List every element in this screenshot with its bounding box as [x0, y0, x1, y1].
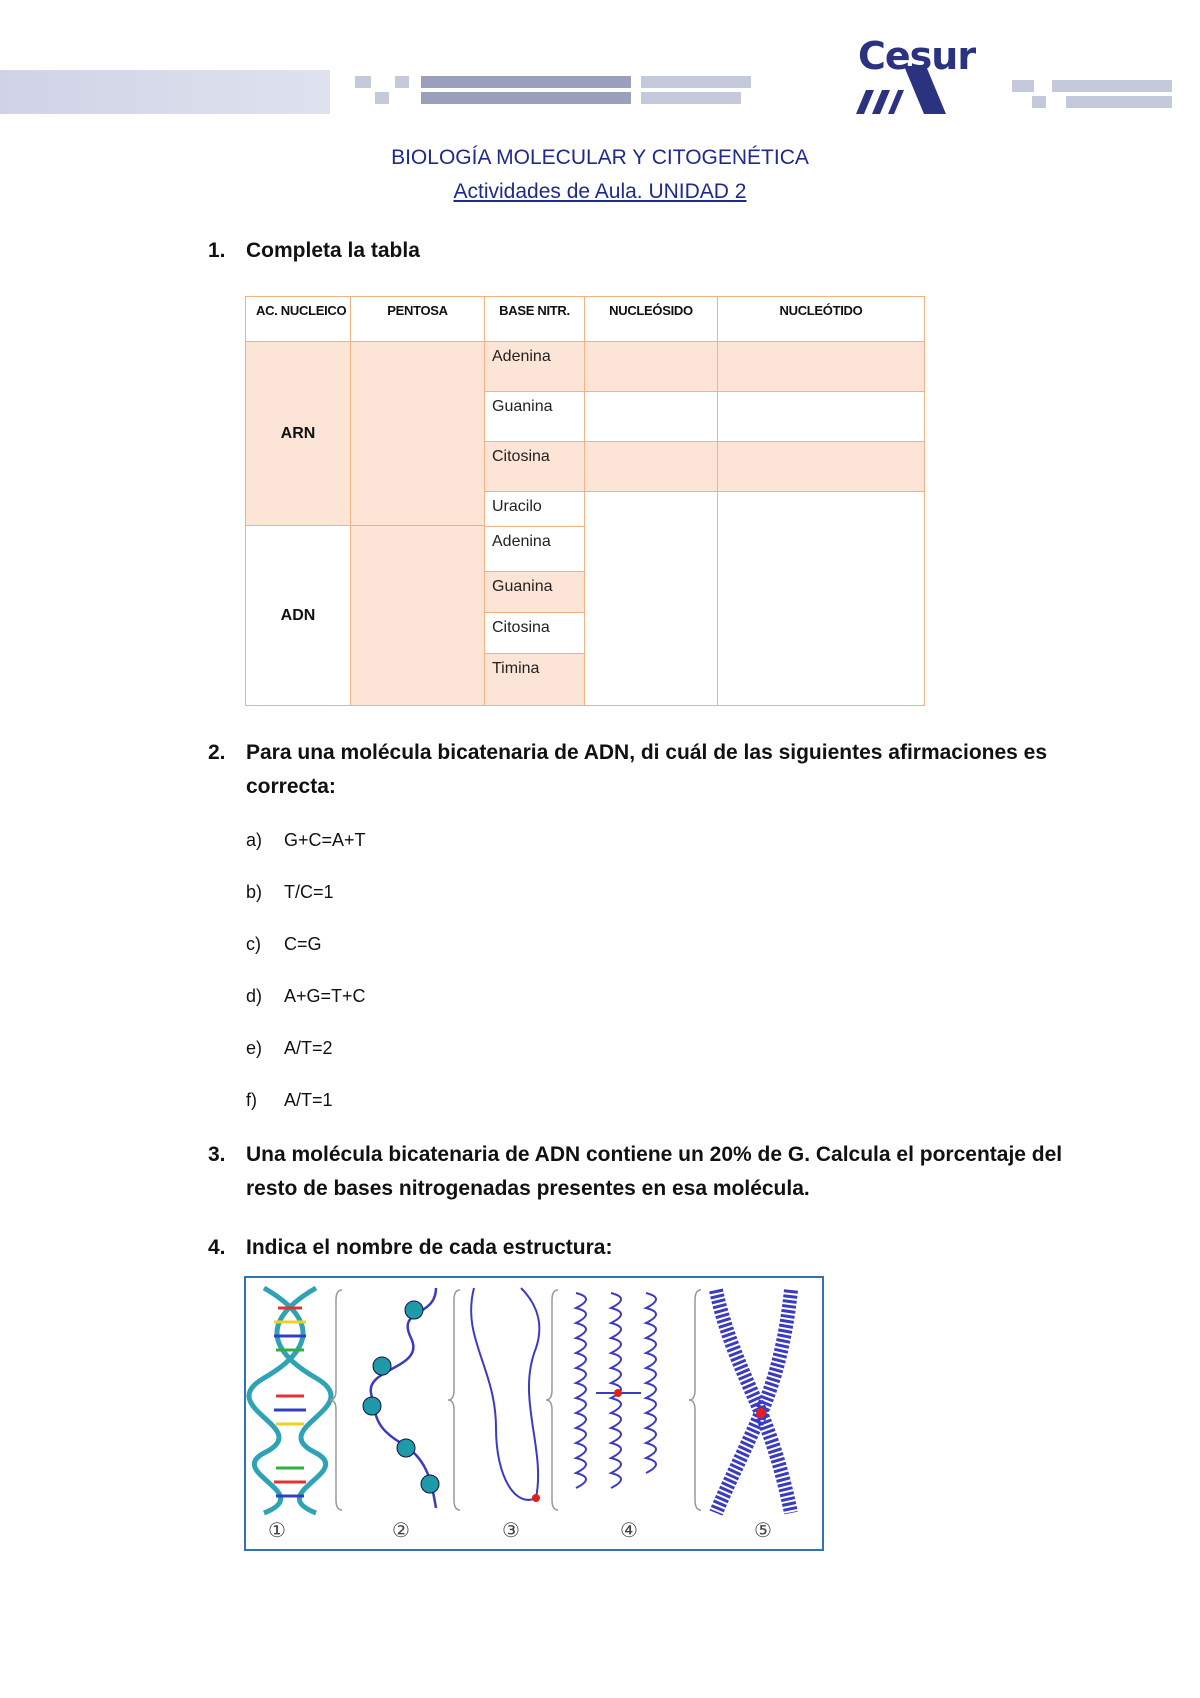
option-letter: f): [246, 1090, 257, 1110]
chromatin-loops-icon: [576, 1293, 656, 1488]
option-d[interactable]: [246, 986, 546, 1010]
page-title: BIOLOGÍA MOLECULAR Y CITOGENÉTICA: [391, 146, 809, 169]
base-label: Adenina: [492, 348, 551, 365]
figure-label-3: ③: [502, 1520, 520, 1542]
option-b[interactable]: [246, 882, 546, 906]
question-4: [208, 1231, 1108, 1265]
nucleosome-fiber-icon: [363, 1288, 439, 1508]
header-label: AC. NUCLEICO: [256, 303, 347, 318]
header-label: NUCLEÓSIDO: [609, 303, 693, 318]
question-text: Una molécula bicatenaria de ADN contiene un 20% de G. Calcula el porcentaje del resto de bases nitrogenadas presentes en esa molécula.: [246, 1143, 1063, 1200]
acid-label: ARN: [280, 424, 316, 442]
table-pentose-arn: [350, 341, 485, 526]
option-letter: c): [246, 934, 261, 954]
table-header-nucleoside: [584, 296, 718, 342]
option-text: A/T=2: [284, 1038, 333, 1058]
option-text: A+G=T+C: [284, 986, 366, 1006]
table-acid-arn: [245, 341, 351, 526]
header-banner: [0, 70, 330, 114]
figure-label-2: ②: [392, 1520, 410, 1542]
question-number: 2.: [208, 741, 226, 764]
figure-label-1: ①: [268, 1520, 286, 1542]
question-text: Indica el nombre de cada estructura:: [246, 1236, 613, 1259]
chromatin-structure-figure: [244, 1276, 824, 1551]
question-text: Completa la tabla: [246, 239, 420, 262]
table-row: [484, 526, 585, 572]
figure-label-4: ④: [620, 1520, 638, 1542]
table-pentose-adn: [350, 525, 485, 706]
option-text: G+C=A+T: [284, 830, 366, 850]
table-input-cell[interactable]: [717, 391, 925, 442]
table-row: [484, 341, 585, 392]
header-label: NUCLEÓTIDO: [779, 303, 863, 318]
option-letter: e): [246, 1038, 263, 1058]
table-acid-adn: [245, 525, 351, 706]
base-label: Adenina: [492, 533, 551, 550]
page-subtitle: Actividades de Aula. UNIDAD 2: [453, 180, 747, 203]
option-letter: b): [246, 882, 263, 902]
question-number: 3.: [208, 1143, 226, 1166]
table-row: [484, 391, 585, 442]
option-c[interactable]: [246, 934, 546, 958]
table-input-cell[interactable]: [717, 341, 925, 392]
option-letter: a): [246, 830, 263, 850]
table-input-cell[interactable]: [584, 441, 718, 492]
base-label: Timina: [492, 660, 540, 677]
header-label: BASE NITR.: [499, 303, 570, 318]
question-2: [208, 736, 1108, 804]
table-input-cell[interactable]: [717, 441, 925, 492]
option-text: T/C=1: [284, 882, 334, 902]
table-input-cell[interactable]: [584, 491, 718, 706]
table-row: [484, 491, 585, 527]
dna-helix-icon: [249, 1288, 331, 1513]
table-input-cell[interactable]: [584, 391, 718, 442]
question-text: Para una molécula bicatenaria de ADN, di cuál de las siguientes afirmaciones es correcta:: [246, 741, 1048, 798]
option-text: C=G: [284, 934, 322, 954]
question-number: 1.: [208, 239, 226, 262]
table-row: [484, 612, 585, 654]
table-input-cell[interactable]: [584, 341, 718, 392]
option-a[interactable]: [246, 830, 546, 854]
logo-text: Cesur: [858, 34, 976, 78]
chromatin-fiber-icon: [471, 1288, 540, 1502]
chromosome-icon: [716, 1290, 791, 1513]
base-label: Citosina: [492, 619, 550, 636]
nucleic-acid-table: [245, 296, 925, 706]
table-header-acid: [245, 296, 351, 342]
option-text: A/T=1: [284, 1090, 333, 1110]
chromatin-illustration: [246, 1278, 822, 1549]
base-label: Citosina: [492, 448, 550, 465]
table-input-cell[interactable]: [717, 491, 925, 706]
question-1: [208, 234, 1108, 268]
figure-label-5: ⑤: [754, 1520, 772, 1542]
acid-label: ADN: [280, 606, 316, 624]
header-pattern: [355, 76, 755, 106]
question-number: 4.: [208, 1236, 226, 1259]
table-row: [484, 571, 585, 613]
table-row: [484, 653, 585, 706]
option-e[interactable]: [246, 1038, 546, 1062]
base-label: Guanina: [492, 578, 553, 595]
base-label: Uracilo: [492, 498, 542, 515]
table-header-pentose: [350, 296, 485, 342]
header-pattern-right: [1012, 80, 1172, 110]
option-letter: d): [246, 986, 263, 1006]
header-label: PENTOSA: [387, 303, 448, 318]
table-row: [484, 441, 585, 492]
question-3: [208, 1138, 1108, 1206]
table-header-nucleotide: [717, 296, 925, 342]
base-label: Guanina: [492, 398, 553, 415]
table-header-base: [484, 296, 585, 342]
option-f[interactable]: [246, 1090, 546, 1114]
